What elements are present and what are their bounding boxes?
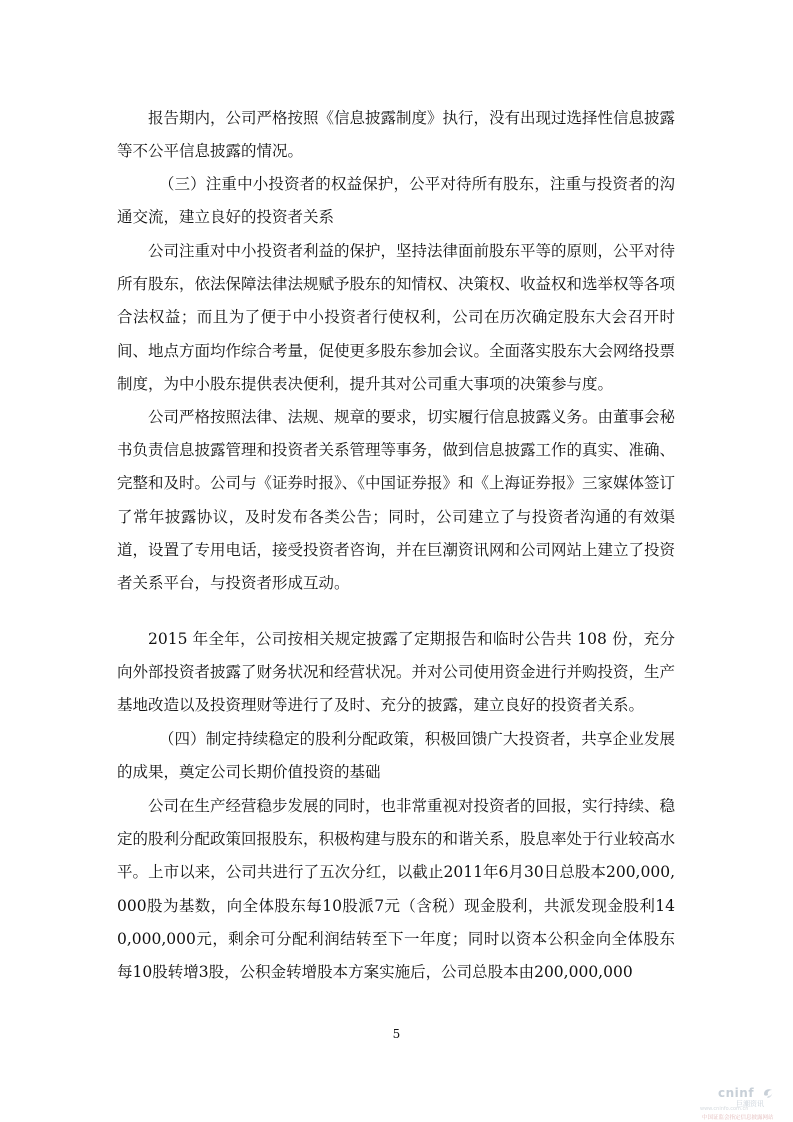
cninfo-logo-icon [762,1087,774,1099]
section-heading-3: （三）注重中小投资者的权益保护，公平对待所有股东，注重与投资者的沟通交流，建立良好的投资者关系 [117,175,675,227]
watermark-url: www.cninfo.com.cn [700,1106,749,1112]
paragraph-dividend-policy: 公司在生产经营稳步发展的同时，也非常重视对投资者的回报，实行持续、稳定的股利分配政策回报股东，积极构建与股东的和谐关系，股息率处于行业较高水平。上市以来，公司共进行了五次分红，以截止2011年6月30日总股本200,000,000股为基数，向全体股东每10股派7元（含税）现金股利，共派发现金股利140,000,000元，剩余可分配利润结转至下一年度；同时以资本公积金向全体股东每10股转增3股，公积金转增股本方案实施后，公司总股本由200,000,000 [117,797,676,982]
paragraph-information-disclosure: 公司严格按照法律、法规、规章的要求，切实履行信息披露义务。由董事会秘书负责信息披露管理和投资者关系管理等事务，做到信息披露工作的真实、准确、完整和及时。公司与《证券时报》、《中国证券报》和《上海证券报》三家媒体签订了常年披露协议，及时发布各类公告；同时，公司建立了与投资者沟通的有效渠道，设置了专用电话，接受投资者咨询，并在巨潮资讯网和公司网站上建立了投资者关系平台，与投资者形成互动。 [117,408,676,593]
watermark-logo-text: cninf [718,1086,755,1100]
section-heading-4: （四）制定持续稳定的股利分配政策，积极回馈广大投资者，共享企业发展的成果，奠定公司长期价值投资的基础 [117,730,675,782]
page-number: 5 [392,1027,401,1041]
watermark-subtitle: 中国证监会指定信息披露网站 [702,1115,774,1121]
paragraph-minority-protection: 公司注重对中小投资者利益的保护，坚持法律面前股东平等的原则，公平对待所有股东，依法保障法律法规赋予股东的知情权、决策权、收益权和选举权等各项合法权益；而且为了便于中小投资者行使权利，公司在历次确定股东大会召开时间、地点方面均作综合考量，促使更多股东参加会议。全面落实股东大会网络投票制度，为中小股东提供表决便利，提升其对公司重大事项的决策参与度。 [117,242,676,393]
cninfo-watermark [700,1086,792,1120]
paragraph-disclosure-policy: 报告期内，公司严格按照《信息披露制度》执行，没有出现过选择性信息披露等不公平信息披露的情况。 [117,109,676,161]
paragraph-2015-disclosures: 2015 年全年，公司按相关规定披露了定期报告和临时公告共 108 份，充分向外部投资者披露了财务状况和经营状况。并对公司使用资金进行并购投资，生产基地改造以及投资理财等进行了及时、充分的披露，建立良好的投资者关系。 [117,630,676,715]
watermark-chinese-name: 巨潮资讯 [736,1100,764,1108]
